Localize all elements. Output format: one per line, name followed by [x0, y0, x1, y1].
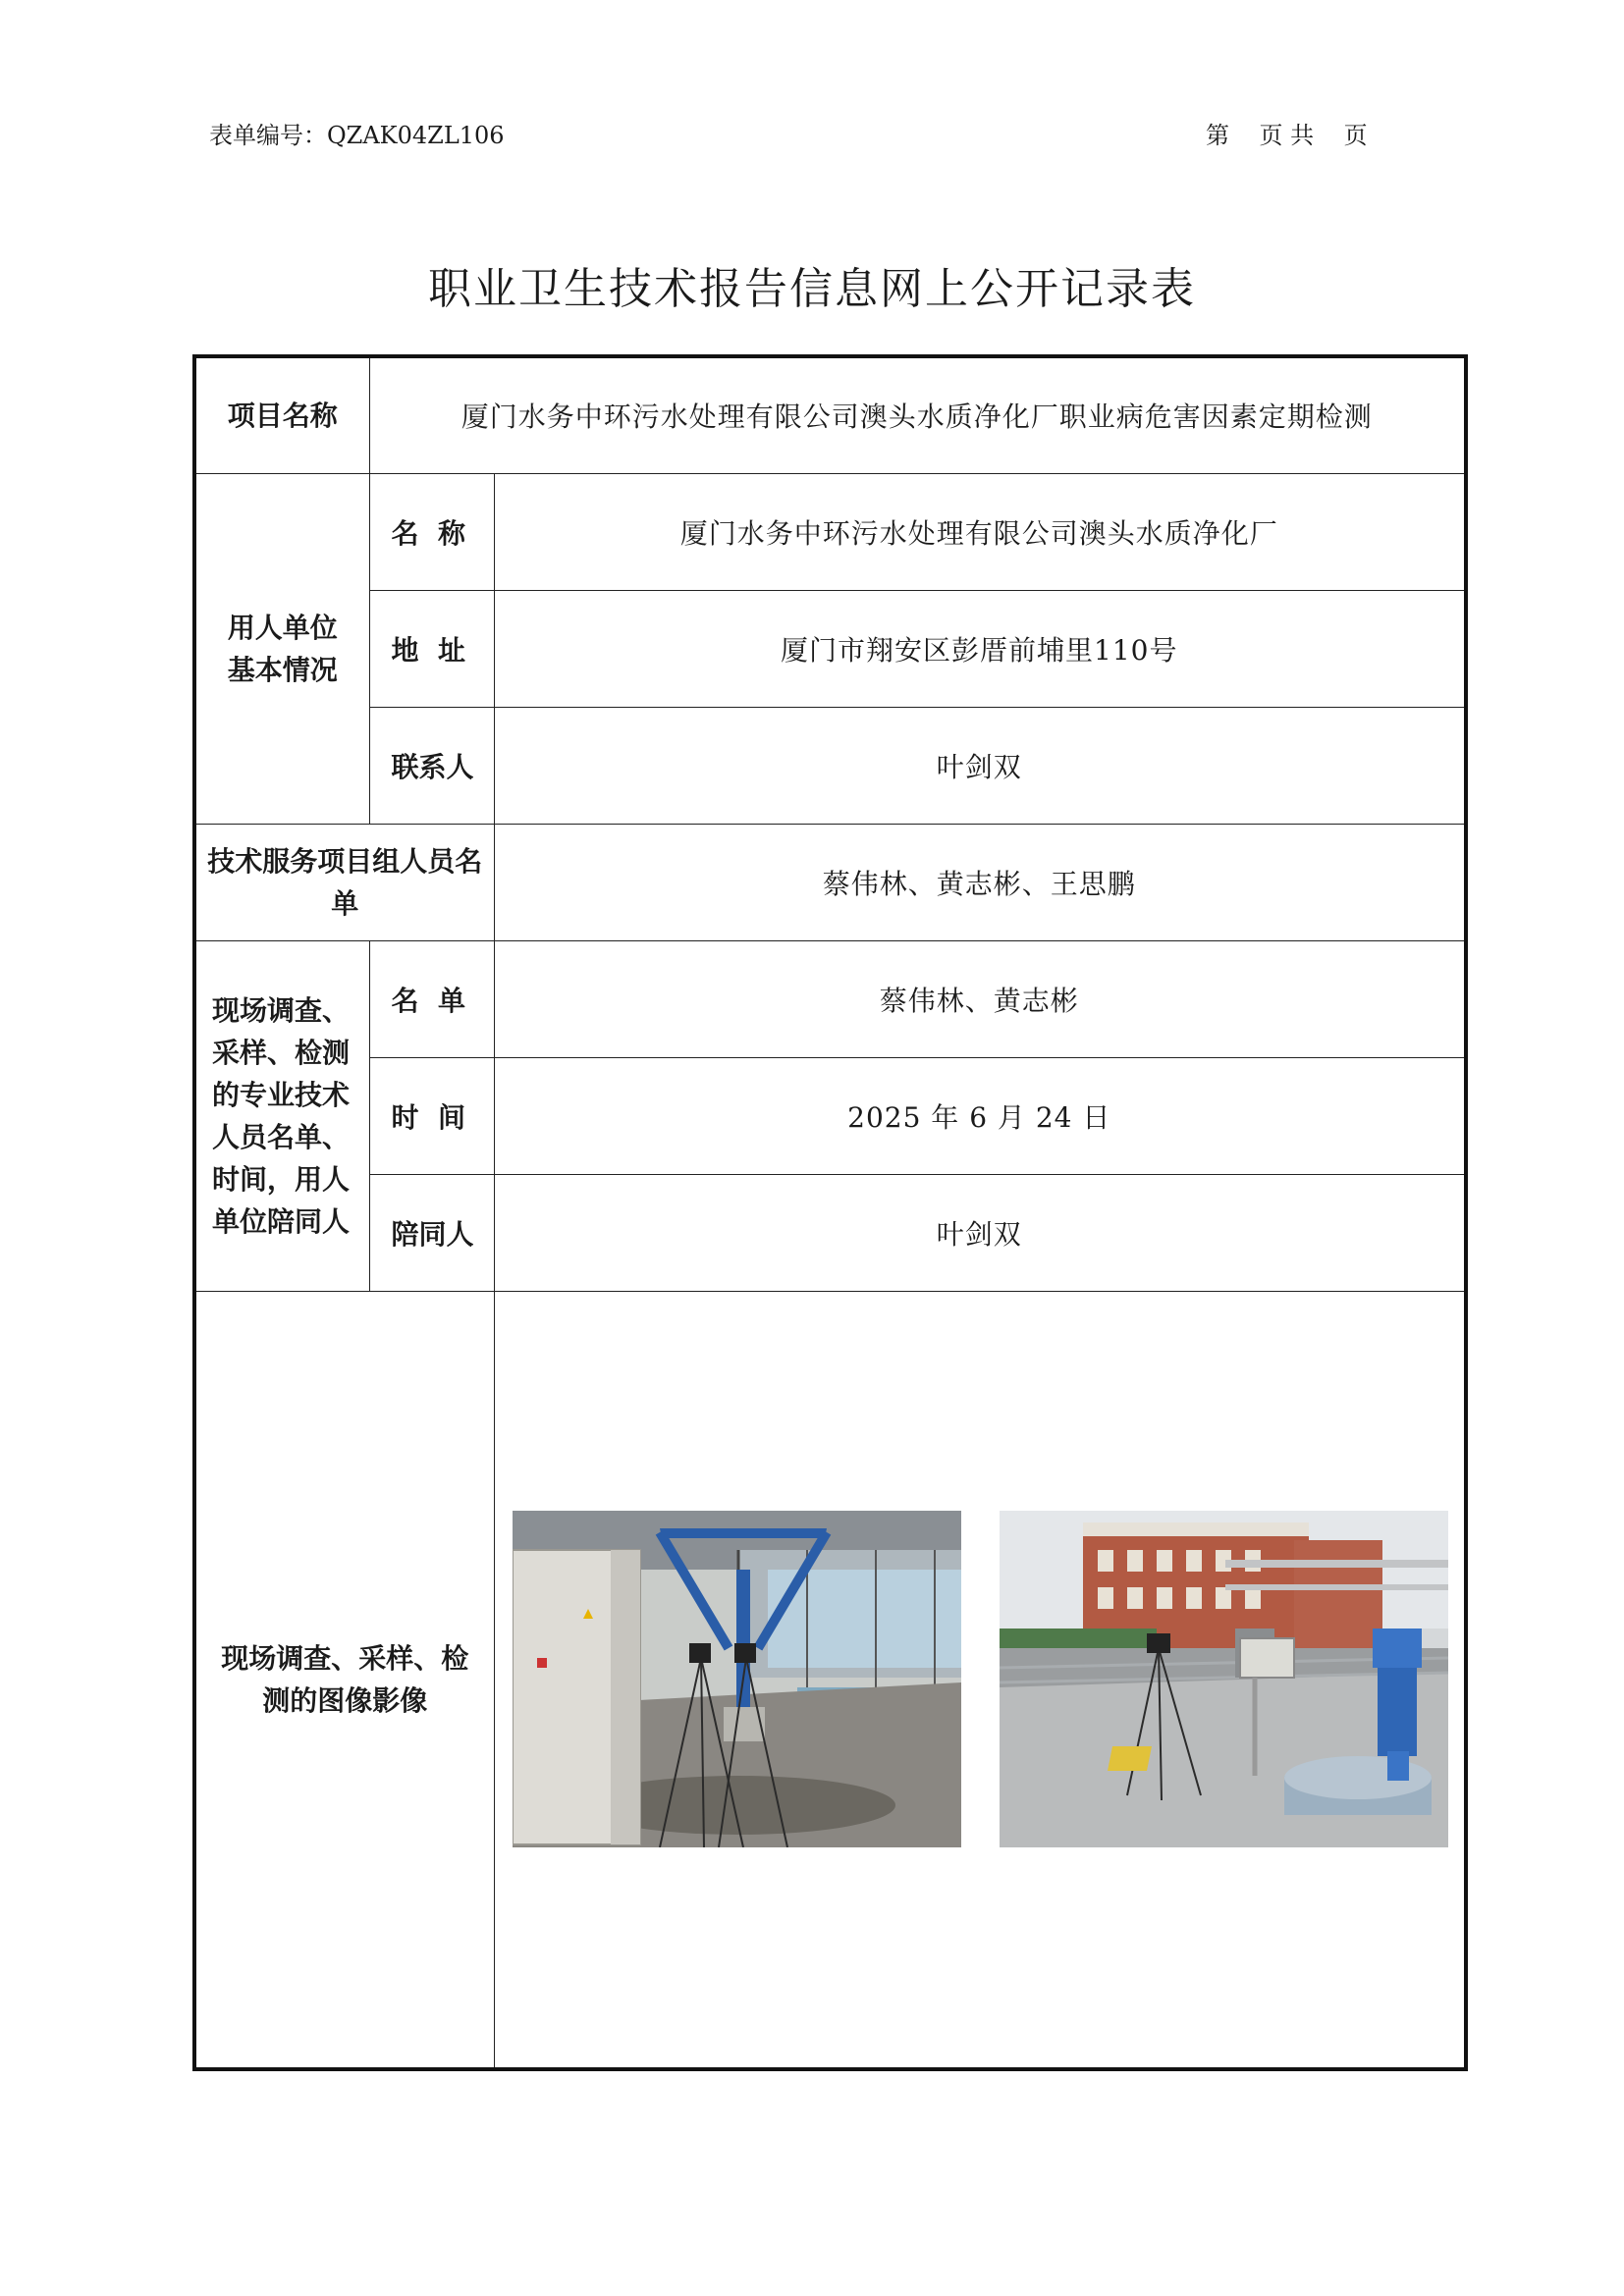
images-cell [494, 1291, 1466, 2069]
team-value: 蔡伟林、黄志彬、王思鹏 [494, 824, 1466, 940]
row-project-name [194, 356, 1466, 473]
employer-name-label: 名 称 [369, 473, 494, 590]
images-label-text: 现场调查、采样、检测的图像影像 [221, 1641, 469, 1717]
photo-sampling-equipment-canopy [513, 1511, 961, 1847]
images-label [194, 1291, 494, 2069]
field-names-label: 名 单 [369, 940, 494, 1057]
row-field-companion [194, 1174, 1466, 1291]
employer-name-value: 厦门水务中环污水处理有限公司澳头水质净化厂 [494, 473, 1466, 590]
row-employer-name [194, 473, 1466, 590]
employer-label [194, 473, 369, 824]
form-number: 表单编号：QZAK04ZL106 [209, 122, 505, 149]
field-time-label: 时 间 [369, 1057, 494, 1174]
row-team [194, 824, 1466, 940]
photo-row [495, 1511, 1465, 1847]
field-label [194, 940, 369, 1291]
row-field-names [194, 940, 1466, 1057]
project-name-label: 项目名称 [194, 356, 369, 473]
row-employer-contact [194, 707, 1466, 824]
employer-address-value: 厦门市翔安区彭厝前埔里110号 [494, 590, 1466, 707]
row-employer-address [194, 590, 1466, 707]
employer-label-text: 用人单位 基本情况 [227, 611, 338, 686]
project-name-value: 厦门水务中环污水处理有限公司澳头水质净化厂职业病危害因素定期检测 [369, 356, 1466, 473]
field-time-value: 2025 年 6 月 24 日 [494, 1057, 1466, 1174]
record-table [192, 354, 1468, 2071]
row-field-time [194, 1057, 1466, 1174]
team-label-text: 技术服务项目组人员名单 [207, 844, 483, 920]
page-info: 第 页 共 页 [1206, 122, 1368, 149]
photo-sampling-equipment-outdoor [1000, 1511, 1448, 1847]
employer-contact-value: 叶剑双 [494, 707, 1466, 824]
employer-contact-label: 联系人 [369, 707, 494, 824]
employer-address-label: 地 址 [369, 590, 494, 707]
field-label-text: 现场调查、采样、检测的专业技术人员名单、时间，用人单位陪同人 [212, 993, 351, 1238]
field-companion-value: 叶剑双 [494, 1174, 1466, 1291]
row-images [194, 1291, 1466, 2069]
field-companion-label: 陪同人 [369, 1174, 494, 1291]
field-names-value: 蔡伟林、黄志彬 [494, 940, 1466, 1057]
page-title: 职业卫生技术报告信息网上公开记录表 [428, 264, 1196, 314]
team-label [194, 824, 494, 940]
